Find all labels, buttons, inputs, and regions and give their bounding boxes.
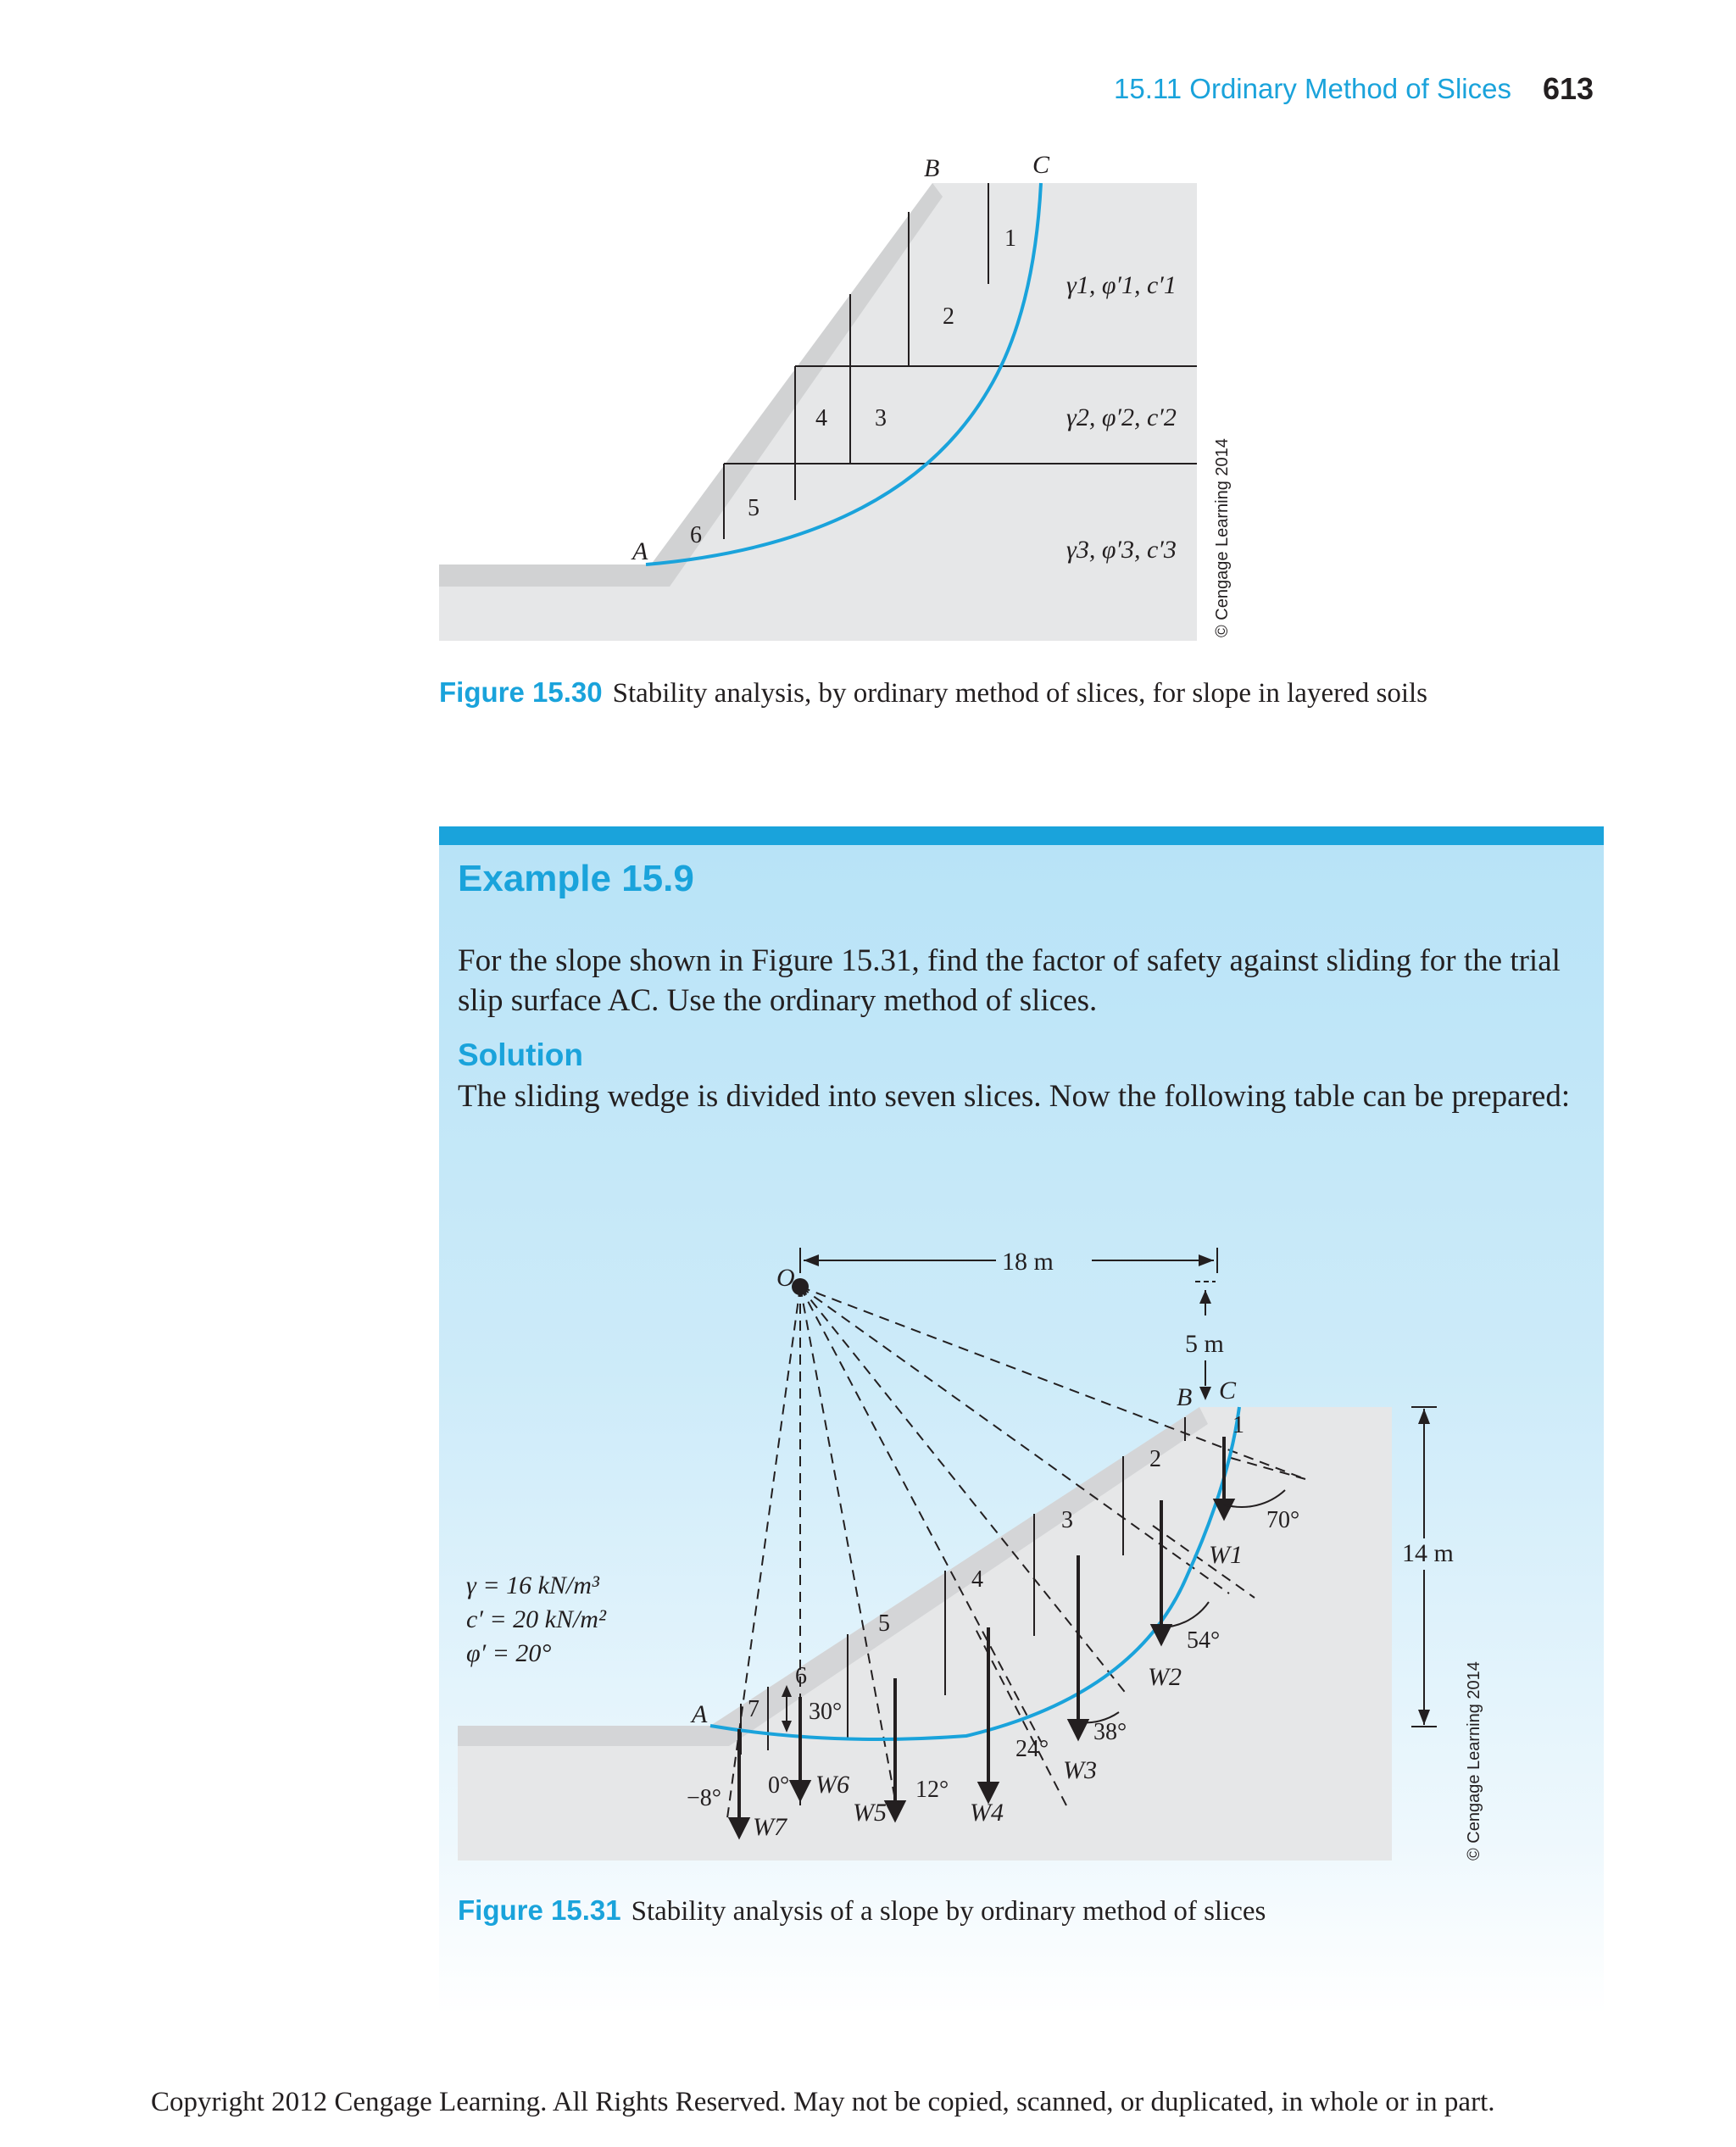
copyright-rotated: © Cengage Learning 2014 [1213, 438, 1232, 637]
weight-w6: W6 [815, 1771, 849, 1799]
slice-number: 5 [748, 495, 760, 521]
angle-30: 30° [809, 1699, 843, 1725]
slice-number: 7 [748, 1696, 760, 1722]
dim-18m: 18 m [1002, 1248, 1054, 1276]
layer-1-label: γ1, φ′1, c′1 [1066, 271, 1177, 299]
weight-w2: W2 [1148, 1663, 1182, 1691]
point-c-label: C [1219, 1377, 1237, 1404]
solution-text: The sliding wedge is divided into seven slices. Now the following table can be prepared: [458, 1079, 1571, 1114]
slice-number: 4 [815, 405, 827, 431]
layer-2-label: γ2, φ′2, c′2 [1066, 403, 1177, 431]
slice-number: 1 [1232, 1412, 1244, 1438]
angle-54: 54° [1187, 1627, 1221, 1654]
point-c-label: C [1032, 151, 1050, 179]
example-title: Example 15.9 [458, 858, 694, 899]
point-b-label: B [1177, 1383, 1193, 1411]
dim-5m: 5 m [1185, 1330, 1224, 1358]
angle-minus-8: −8° [687, 1785, 721, 1811]
caption-text: Stability analysis, by ordinary method of slices, for slope in layered soils [612, 678, 1428, 709]
angle-24: 24° [1015, 1736, 1049, 1762]
angle-38: 38° [1093, 1719, 1127, 1745]
weight-w1: W1 [1209, 1541, 1243, 1569]
slice-number: 3 [1061, 1507, 1073, 1533]
prop-gamma: γ = 16 kN/m³ [466, 1571, 599, 1599]
running-header: 15.11 Ordinary Method of Slices [1114, 73, 1511, 104]
angle-0: 0° [768, 1772, 790, 1799]
example-problem: For the slope shown in Figure 15.31, find the factor of safety against sliding for the trial slip surface AC. Use the ordinary method of slices. [458, 943, 1561, 1018]
caption-text: Stability analysis of a slope by ordinary method of slices [631, 1896, 1266, 1927]
slice-number: 4 [971, 1566, 983, 1593]
point-a-label: A [692, 1700, 708, 1728]
weight-w5: W5 [853, 1799, 887, 1827]
angle-70: 70° [1266, 1507, 1300, 1533]
figure-15-31-caption [458, 1894, 1266, 1927]
prop-c: c′ = 20 kN/m² [466, 1605, 606, 1633]
copyright-footer: Copyright 2012 Cengage Learning. All Rights Reserved. May not be copied, scanned, or duplicated, in whole or in part. [151, 2087, 1495, 2117]
slice-number: 5 [878, 1610, 890, 1637]
angle-12: 12° [915, 1777, 949, 1803]
slice-number: 2 [1149, 1446, 1161, 1472]
page-number: 613 [1543, 71, 1594, 106]
slice-number: 2 [943, 303, 954, 330]
point-a-label: A [632, 537, 648, 565]
slice-number: 6 [690, 522, 702, 548]
weight-w4: W4 [970, 1799, 1004, 1827]
layer-3-label: γ3, φ′3, c′3 [1066, 536, 1177, 564]
caption-label: Figure 15.30 [439, 676, 603, 708]
figure-15-30 [424, 136, 1238, 661]
slice-number: 6 [795, 1663, 807, 1689]
copyright-rotated: © Cengage Learning 2014 [1465, 1661, 1483, 1861]
weight-w3: W3 [1063, 1756, 1097, 1784]
figure-15-30-caption [439, 676, 1427, 709]
solution-title: Solution [458, 1037, 583, 1072]
slice-number: 3 [875, 405, 887, 431]
slice-number: 1 [1004, 225, 1016, 252]
figure-15-31 [441, 1221, 1602, 1882]
center-label: O [776, 1264, 795, 1292]
point-b-label: B [924, 154, 940, 182]
dim-14m: 14 m [1402, 1539, 1454, 1567]
caption-label: Figure 15.31 [458, 1894, 621, 1926]
weight-w7: W7 [753, 1813, 787, 1841]
prop-phi: φ′ = 20° [466, 1639, 552, 1667]
